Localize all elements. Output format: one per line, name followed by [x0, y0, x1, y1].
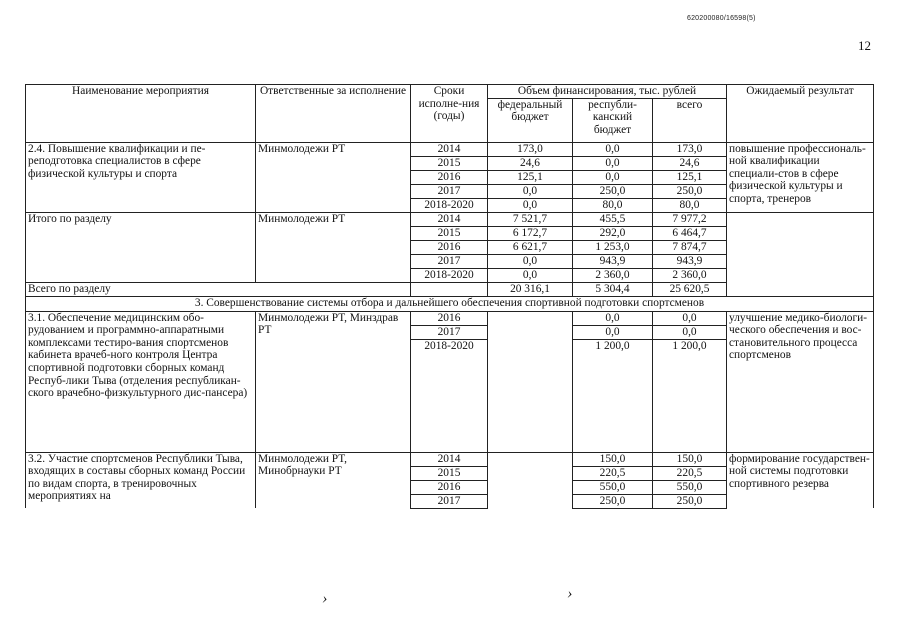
scan-mark-left: ›	[322, 590, 328, 607]
republic-cell: 250,0	[573, 184, 653, 198]
federal-cell: 173,0	[488, 142, 573, 156]
year-cell: 2016	[411, 240, 488, 254]
total-cell: 0,0	[653, 325, 727, 339]
total-cell: 250,0	[653, 184, 727, 198]
federal-cell: 24,6	[488, 156, 573, 170]
year-cell: 2017	[411, 325, 488, 339]
total-cell: 0,0	[653, 311, 727, 325]
grand-total-label: Всего по разделу	[26, 282, 411, 296]
total-cell: 220,5	[653, 466, 727, 480]
federal-cell: 125,1	[488, 170, 573, 184]
year-cell: 2016	[411, 480, 488, 494]
year-cell: 2016	[411, 311, 488, 325]
year-cell: 2016	[411, 170, 488, 184]
program-measures-table	[25, 84, 874, 509]
expected-result: формирование государствен-ной системы подготовки спортивного резерва	[727, 452, 874, 508]
section-title-row	[26, 296, 874, 311]
year-cell: 2015	[411, 466, 488, 480]
federal-cell: 0,0	[488, 254, 573, 268]
section-3-title: 3. Совершенствование системы отбора и дальнейшего обеспечения спортивной подготовки спортсменов	[26, 296, 874, 311]
expected-result: повышение профессиональ-ной квалификации специали-стов в сфере физической культуры и спорта, тренеров	[727, 142, 874, 212]
republic-cell: 292,0	[573, 226, 653, 240]
responsible: Минмолодежи РТ, Минздрав РТ	[256, 311, 411, 452]
federal-cell-empty	[488, 452, 573, 508]
responsible: Минмолодежи РТ, Минобрнауки РТ	[256, 452, 411, 508]
year-cell: 2018-2020	[411, 268, 488, 282]
grand-total-total: 25 620,5	[653, 282, 727, 296]
measure-name: Итого по разделу	[26, 212, 256, 282]
total-cell: 125,1	[653, 170, 727, 184]
federal-cell: 0,0	[488, 268, 573, 282]
grand-total-year-empty	[411, 282, 488, 296]
year-cell: 2015	[411, 156, 488, 170]
responsible: Минмолодежи РТ	[256, 212, 411, 282]
total-cell: 2 360,0	[653, 268, 727, 282]
federal-cell: 6 172,7	[488, 226, 573, 240]
measure-name: 3.1. Обеспечение медицинским обо-рудованием и программно-аппаратными комплексами тестиро-вания спортсменов кабинета врачеб-ного контроля Центра спортивной подготовки сборных команд Респуб-лики Тыва (отделения республикан-ского врачебно-физкультурного дис-пансера)	[26, 311, 256, 452]
republic-cell: 1 253,0	[573, 240, 653, 254]
grand-total-republic: 5 304,4	[573, 282, 653, 296]
total-cell: 7 874,7	[653, 240, 727, 254]
total-cell: 250,0	[653, 494, 727, 508]
total-cell: 1 200,0	[653, 339, 727, 452]
document-id: 620200080/16598(5)	[687, 15, 756, 22]
year-cell: 2018-2020	[411, 198, 488, 212]
year-cell: 2017	[411, 254, 488, 268]
federal-cell: 0,0	[488, 198, 573, 212]
republic-cell: 943,9	[573, 254, 653, 268]
republic-cell: 80,0	[573, 198, 653, 212]
year-cell: 2017	[411, 184, 488, 198]
republic-cell: 550,0	[573, 480, 653, 494]
page-number: 12	[858, 38, 871, 53]
grand-total-federal: 20 316,1	[488, 282, 573, 296]
year-cell: 2014	[411, 142, 488, 156]
republic-cell: 0,0	[573, 325, 653, 339]
scan-mark-right: ›	[567, 585, 573, 602]
year-cell: 2014	[411, 452, 488, 466]
expected-result: улучшение медико-биологи-ческого обеспечения и вос-становительного процесса спортсменов	[727, 311, 874, 452]
header-financing: Объем финансирования, тыс. рублей	[488, 85, 727, 99]
year-cell: 2014	[411, 212, 488, 226]
republic-cell: 150,0	[573, 452, 653, 466]
year-cell: 2015	[411, 226, 488, 240]
republic-cell: 250,0	[573, 494, 653, 508]
year-cell: 2017	[411, 494, 488, 508]
republic-cell: 0,0	[573, 156, 653, 170]
header-total: всего	[653, 98, 727, 142]
header-name: Наименование мероприятия	[26, 85, 256, 143]
republic-cell: 0,0	[573, 170, 653, 184]
table-row	[26, 311, 874, 325]
federal-cell: 0,0	[488, 184, 573, 198]
year-cell: 2018-2020	[411, 339, 488, 452]
header-republic: республи-канский бюджет	[573, 98, 653, 142]
republic-cell: 220,5	[573, 466, 653, 480]
total-cell: 6 464,7	[653, 226, 727, 240]
measure-name: 3.2. Участие спортсменов Республики Тыва, входящих в составы сборных команд России по видам спорта, в тренировочных мероприятиях на	[26, 452, 256, 508]
table-row	[26, 452, 874, 466]
table-row	[26, 212, 874, 226]
total-cell: 550,0	[653, 480, 727, 494]
total-cell: 173,0	[653, 142, 727, 156]
republic-cell: 0,0	[573, 311, 653, 325]
measure-name: 2.4. Повышение квалификации и пе-реподготовка специалистов в сфере физической культуры и спорта	[26, 142, 256, 212]
total-cell: 80,0	[653, 198, 727, 212]
total-cell: 943,9	[653, 254, 727, 268]
republic-cell: 2 360,0	[573, 268, 653, 282]
header-terms: Сроки исполне-ния (годы)	[411, 85, 488, 143]
total-cell: 150,0	[653, 452, 727, 466]
total-cell: 7 977,2	[653, 212, 727, 226]
total-cell: 24,6	[653, 156, 727, 170]
federal-cell-empty	[488, 311, 573, 452]
republic-cell: 1 200,0	[573, 339, 653, 452]
federal-cell: 7 521,7	[488, 212, 573, 226]
expected-result-empty	[727, 212, 874, 296]
table-row	[26, 142, 874, 156]
republic-cell: 0,0	[573, 142, 653, 156]
federal-cell: 6 621,7	[488, 240, 573, 254]
responsible: Минмолодежи РТ	[256, 142, 411, 212]
header-responsible: Ответственные за исполнение	[256, 85, 411, 143]
header-result: Ожидаемый результат	[727, 85, 874, 143]
republic-cell: 455,5	[573, 212, 653, 226]
header-federal: федеральный бюджет	[488, 98, 573, 142]
